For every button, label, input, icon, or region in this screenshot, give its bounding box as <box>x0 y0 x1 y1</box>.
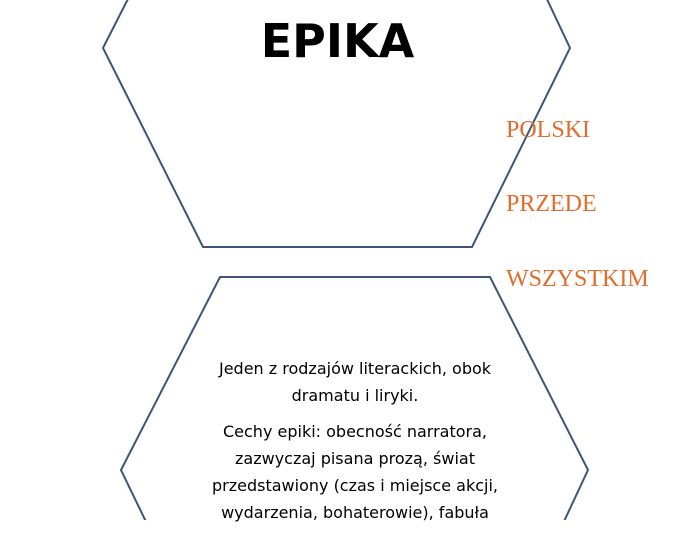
side-word-przede: PRZEDE <box>506 191 597 217</box>
definition-paragraph: Jeden z rodzajów literackich, obok dramatu i liryki. <box>218 359 492 405</box>
page-title: EPIKA <box>260 14 415 68</box>
features-paragraph: Cechy epiki: obecność narratora, zazwyczaj pisana prozą, świat przedstawiony (czas i miejsce akcji, wydarzenia, bohaterowie), fabuła <box>212 422 498 522</box>
side-word-polski: POLSKI <box>506 117 591 143</box>
description-text <box>205 355 505 535</box>
side-word-wszystkim: WSZYSTKIM <box>506 266 649 292</box>
